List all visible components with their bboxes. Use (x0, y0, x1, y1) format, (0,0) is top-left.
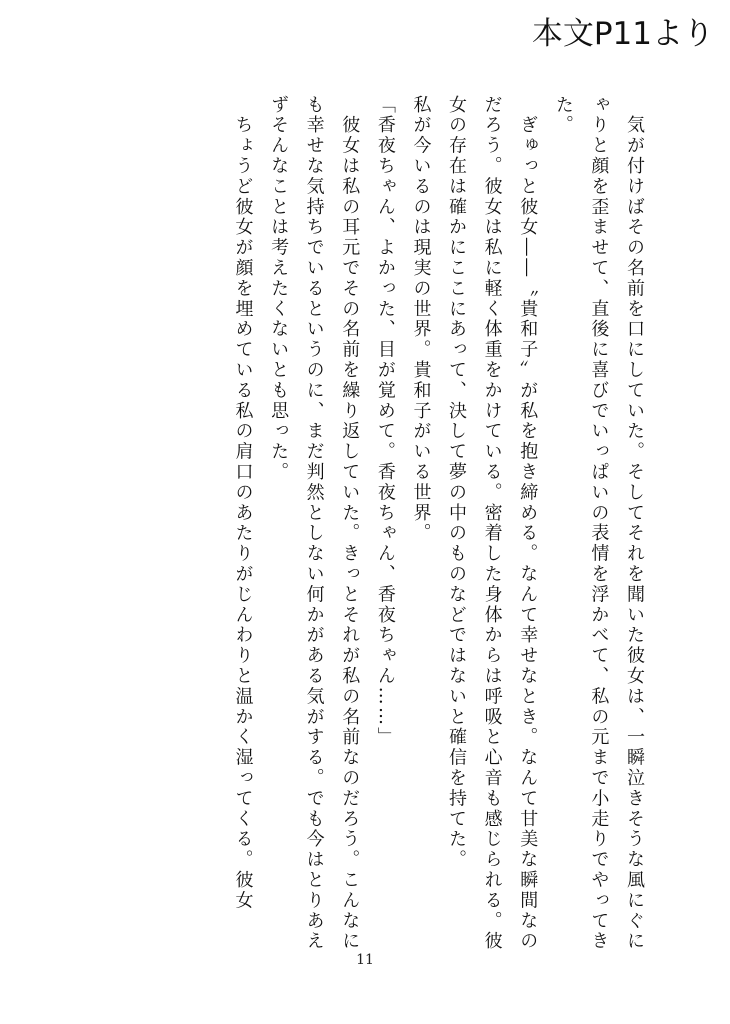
paragraph: 私が今いるのは現実の世界。貴和子がいる世界。 (410, 95, 432, 544)
paragraph: ちょうど彼女が顔を埋めている私の肩口のあたりがじんわりと温かく湿ってくる。彼女 (232, 95, 254, 911)
paragraph: 「香夜ちゃん、よかった、目が覚めて。香夜ちゃん、香夜ちゃん……」 (374, 95, 396, 748)
page-number: 11 (356, 952, 374, 968)
body-text (92, 95, 652, 960)
paragraph: 彼女は私の耳元でその名前を繰り返していた。きっとそれが私の名前なのだろう。こんなにも幸せな気持ちでいるというのに、まだ判然としない何かがある気がする。でも今はとりあえずそんなことは考えたくないとも思った。 (268, 95, 361, 952)
paragraph: ぎゅっと彼女――〝貴和子〟が私を抱き締める。なんて幸せなとき。なんて甘美な瞬間なのだろう。彼女は私に軽く体重をかけている。密着した身体からは呼吸と心音も感じられる。彼女の存在は確かにここにあって、決して夢の中のものなどではないと確信を持てた。 (446, 95, 539, 952)
excerpt-label: 本文P11より (531, 16, 714, 52)
paragraph: 気が付けばその名前を口にしていた。そしてそれを聞いた彼女は、一瞬泣きそうな風にぐにゃりと顔を歪ませて、直後に喜びでいっぱいの表情を浮かべて、私の元まで小走りでやってきた。 (552, 95, 645, 952)
